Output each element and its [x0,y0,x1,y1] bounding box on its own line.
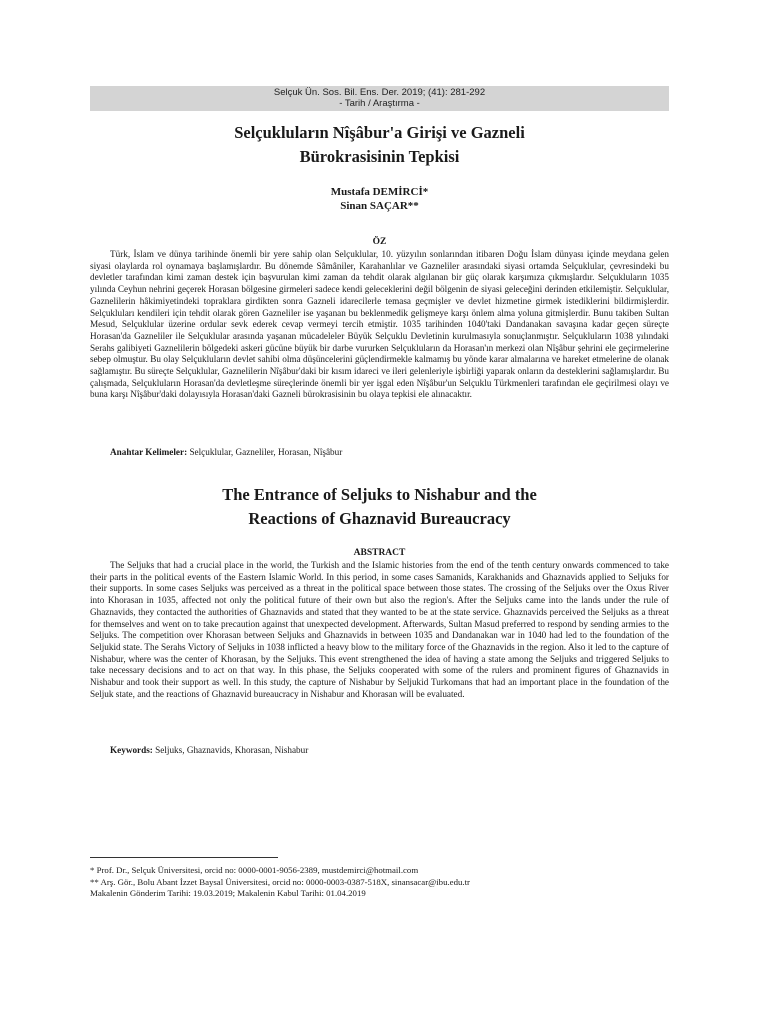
turkish-title-line2: Bürokrasisinin Tepkisi [299,147,460,166]
english-abstract: The Seljuks that had a crucial place in the world, the Turkish and the Islamic histories from the end of the tenth century onwards commenced to take their parts in the political events of the Eastern Islamic World. In this period, in some cases Samanids, Karakhanids and Ghaznavids applied to Seljuks for their supports. In some cases Seljuks was perceived as a threat in the political space between those states. The crossing of the Seljuks over the Oxus River into Khorasan in 1035, affected not only the political future of their own but also the region's. After the Seljuks came into the lands under the rule of Ghaznavids, they contacted the authorities of Ghaznavids and stated that they wanted to be at the state service. Ghaznavids perceived the Seljuks as a threat for themselves and went on to take precaution against that unexpected development. Afterwards, Sultan Masud preferred to respond by sending armies to the Seljuks. The competition over Khorasan between Seljuks and Ghaznavids in between 1035 and Dandanakan war in 1040 had led to the foundation of the Seljukid state. The Serahs Victory of Seljuks in 1038 inflicted a heavy blow to the military force of the Ghaznavids in the region. Also it led to the capture of Nishabur, where was the center of Khorasan, by the Seljuks. This event strengthened the idea of having a state among the Seljuks and triggered Seljuks to take necessary decisions and to act on that way. In this phase, the Seljuks cooperated with some of the rulers and prominent figures of Ghaznavids in Nishabur and took their support as well. In this study, the capture of Nishabur by Seljukid Turkomans that had an important place in the foundation of the Seljuk state, and the reactions of Ghaznavid bureaucracy in Nishabur and Khorasan will be evaluated. [90,560,669,699]
footnotes [90,865,669,900]
footnote-author-1: * Prof. Dr., Selçuk Üniversitesi, orcid no: 0000-0001-9056-2389, mustdemirci@hotmail.com [90,865,419,875]
oz-heading: ÖZ [372,237,387,247]
turkish-keywords-label: Anahtar Kelimeler: [110,447,188,457]
abstract-heading: ABSTRACT [353,548,406,558]
english-title-line1: The Entrance of Seljuks to Nishabur and the [222,485,537,504]
turkish-abstract: Türk, İslam ve dünya tarihinde önemli bir yere sahip olan Selçuklular, 10. yüzyılın sonlarından itibaren Doğu İslam dünyası içinde meydana gelen siyasi olaylarda rol oynamaya başlamışlardır. Bu dönemde Sâmâniler, Karahanlılar ve Gazneliler arasındaki siyasi ortamda Selçuklular, çevresindeki bu devletler tarafından kimi zaman destek için başvurulan kimi zaman da tehdit olarak algılanan bir güç olarak karşımıza çıkmışlardır. Selçukluların 1035 yılında Ceyhun nehrini geçerek Horasan bölgesine girmeleri sadece kendi geleceklerini değil bölgenin de siyasi geleceğini derinden etkilemiştir. Selçuklular, Gaznelilerin hâkimiyetindeki topraklara girdikten sonra Gazneli idarecilerle temasa geçmişler ve devlet hizmetine girmek istediklerini bildirmişlerdir. Selçukluları kendileri için tehdit olarak gören Gazneliler ise yaşanan bu beklenmedik gelişmeye karşı önlem alma yoluna gitmişlerdir. Bunu takiben Sultan Mesud, Selçuklular üzerine ordular sevk ederek cevap vermeyi tercih etmiştir. 1035 tarihinden 1040'taki Dandanakan savaşına kadar geçen süreçte Horasan'da Gazneliler ile Selçuklular arasında yaşanan mücadeleler Büyük Selçuklu Devletinin kurulmasıyla sonuçlanmıştır. Selçukluların 1038 yılındaki Serahs galibiyeti Gaznelilerin bölgedeki askeri gücüne büyük bir darbe vururken Selçukluların da Horasan'ın merkezi olan Nîşâbur şehrini ele geçirmelerine sebep olmuştur. Bu olay Selçukluların devlet sahibi olma düşüncelerini güçlendirmekle kalmamış bu yönde karar almalarına ve hareket etmelerine de olanak sağlamıştır. Bu süreçte Selçuklular, Gaznelilerin Nîşâbur'daki bir kısım idareci ve ileri gelenleriyle işbirliği yaparak onların da desteklerini sağlamışlardır. Bu çalışmada, Selçukluların Horasan'da devletleşme süreçlerinde önemli bir yer işgal eden Nîşâbur'un Selçuklu Türkmenleri tarafından ele geçirilmesi olayı ve buna karşı Nîşâbur'daki dolayısıyla Horasan'daki Gazneli bürokrasisinin bu olaya tepkisi ele alınacaktır. [90,249,669,400]
footnote-divider [90,857,278,858]
journal-citation: Selçuk Ün. Sos. Bil. Ens. Der. 2019; (41): 281-292 [273,87,486,98]
english-keywords [90,745,689,757]
article-category: - Tarih / Araştırma - [339,98,420,109]
footnote-dates: Makalenin Gönderim Tarihi: 19.03.2019; Makalenin Kabul Tarihi: 01.04.2019 [90,888,366,898]
turkish-title-line1: Selçukluların Nîşâbur'a Girişi ve Gazneli [234,123,525,142]
turkish-title [90,121,669,169]
english-title-line2: Reactions of Ghaznavid Bureaucracy [248,509,511,528]
turkish-keywords-values: Selçuklular, Gazneliler, Horasan, Nîşâbur [189,447,343,457]
author-list [90,185,669,213]
author-2: Sinan SAÇAR** [340,200,419,212]
turkish-keywords [90,447,689,459]
english-keywords-label: Keywords: [110,745,153,755]
author-1: Mustafa DEMİRCİ* [330,186,429,198]
footnote-author-2: ** Arş. Gör., Bolu Abant İzzet Baysal Üniversitesi, orcid no: 0000-0003-0387-518X, sinansacar@ibu.edu.tr [90,876,470,887]
english-title [90,483,669,531]
journal-header-band [90,86,669,111]
english-keywords-values: Seljuks, Ghaznavids, Khorasan, Nishabur [155,745,309,755]
